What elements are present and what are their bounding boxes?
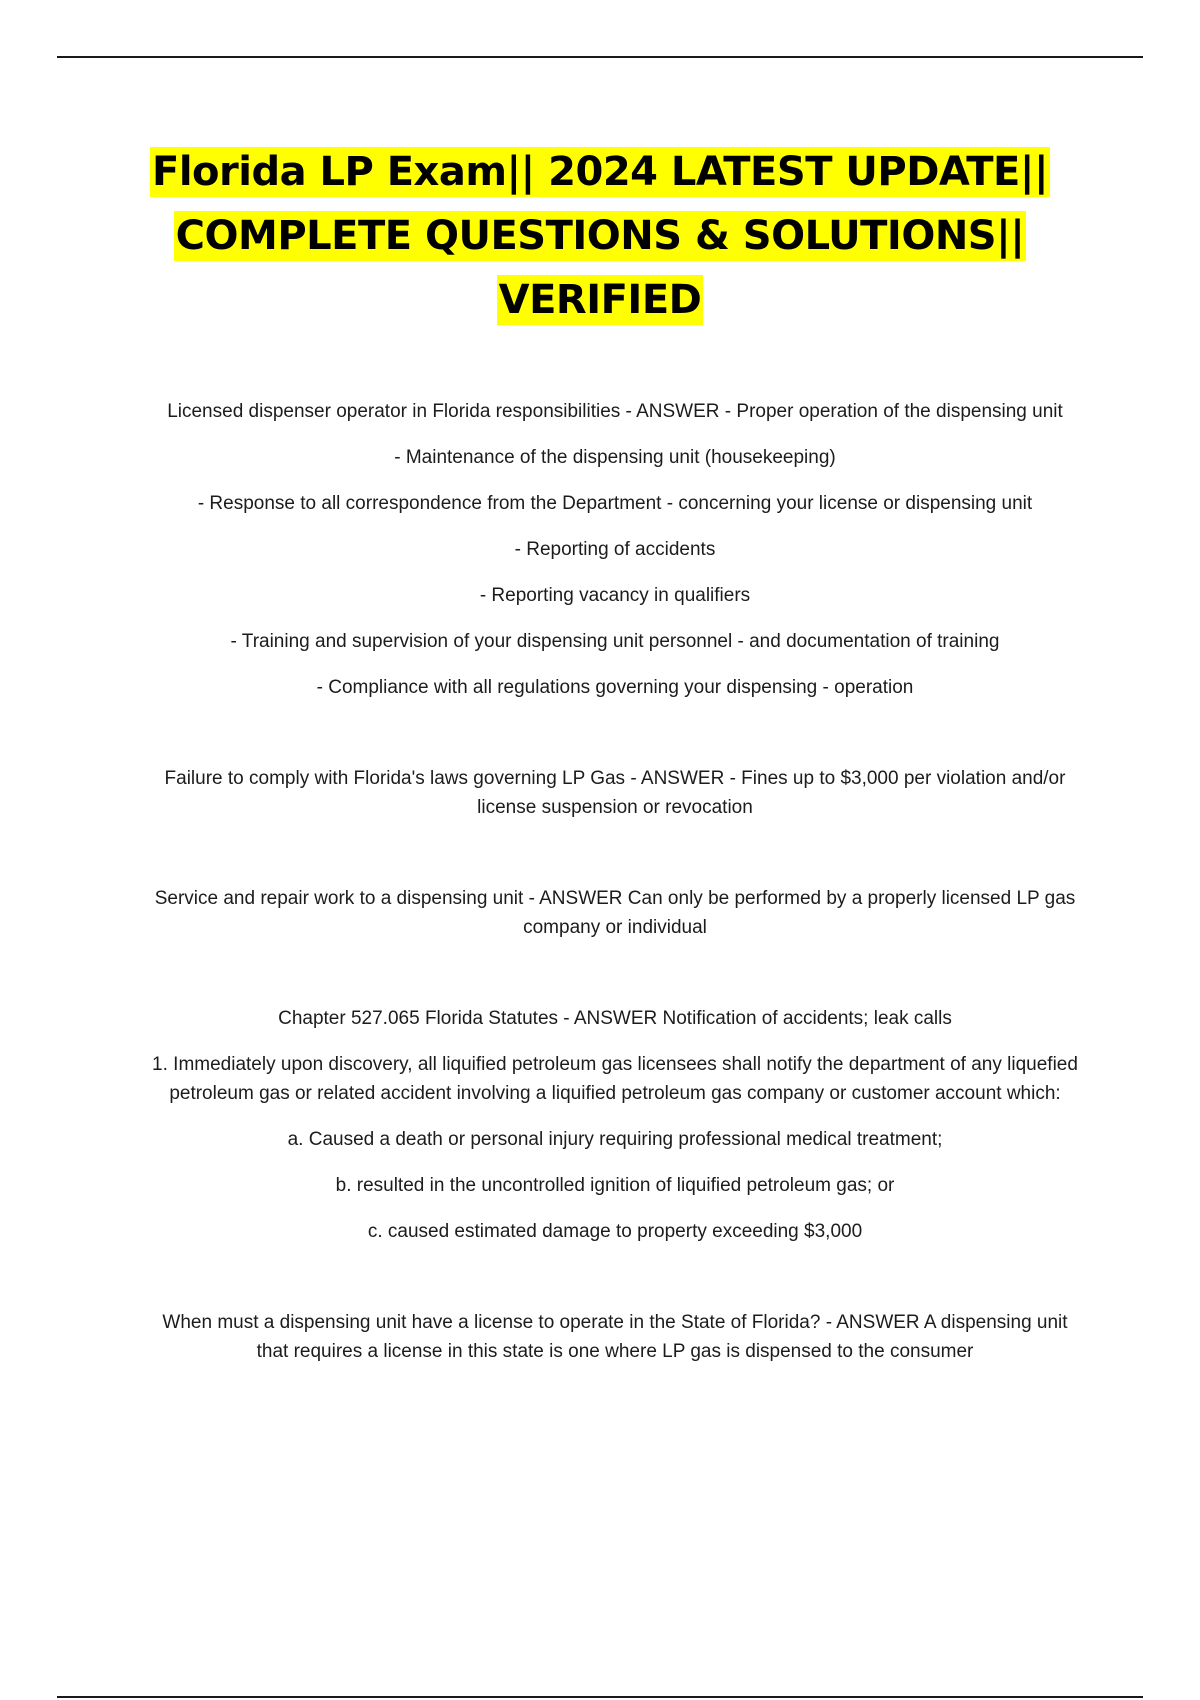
document-body — [150, 397, 1080, 1383]
paragraph-correspondence: - Response to all correspondence from the Department - concerning your license or dispensing unit — [197, 493, 1033, 514]
bottom-rule — [57, 1696, 1143, 1698]
document-title — [150, 140, 1050, 332]
paragraph-compliance: - Compliance with all regulations governing your dispensing - operation — [316, 677, 914, 698]
paragraph-maintenance: - Maintenance of the dispensing unit (housekeeping) — [394, 447, 836, 468]
paragraph-service-repair: Service and repair work to a dispensing unit - ANSWER Can only be performed by a properly licensed LP gas company or individual — [154, 888, 1076, 938]
paragraph-item-c: c. caused estimated damage to property exceeding $3,000 — [367, 1221, 863, 1242]
paragraph-license-question: When must a dispensing unit have a license to operate in the State of Florida? - ANSWER A dispensing unit that requires a license in this state is one where LP gas is dispensed to the consumer — [162, 1312, 1068, 1362]
paragraph-reporting-vacancy: - Reporting vacancy in qualifiers — [479, 585, 751, 606]
paragraph-item-a: a. Caused a death or personal injury requiring professional medical treatment; — [287, 1129, 943, 1150]
paragraph-failure-to-comply: Failure to comply with Florida's laws governing LP Gas - ANSWER - Fines up to $3,000 per violation and/or license suspension or revocation — [164, 768, 1066, 818]
paragraph-notification-rule: 1. Immediately upon discovery, all liquified petroleum gas licensees shall notify the department of any liquefied petroleum gas or related accident involving a liquified petroleum gas company or customer account which: — [152, 1054, 1078, 1104]
paragraph-item-b: b. resulted in the uncontrolled ignition of liquified petroleum gas; or — [335, 1175, 895, 1196]
top-rule — [57, 56, 1143, 58]
document-title-text: Florida LP Exam|| 2024 LATEST UPDATE|| COMPLETE QUESTIONS & SOLUTIONS|| VERIFIED — [152, 149, 1049, 323]
paragraph-responsibilities-question: Licensed dispenser operator in Florida responsibilities - ANSWER - Proper operation of the dispensing unit — [167, 401, 1063, 422]
paragraph-chapter-527: Chapter 527.065 Florida Statutes - ANSWER Notification of accidents; leak calls — [278, 1008, 952, 1029]
paragraph-training: - Training and supervision of your dispensing unit personnel - and documentation of training — [230, 631, 1000, 652]
paragraph-reporting-accidents: - Reporting of accidents — [514, 539, 716, 560]
